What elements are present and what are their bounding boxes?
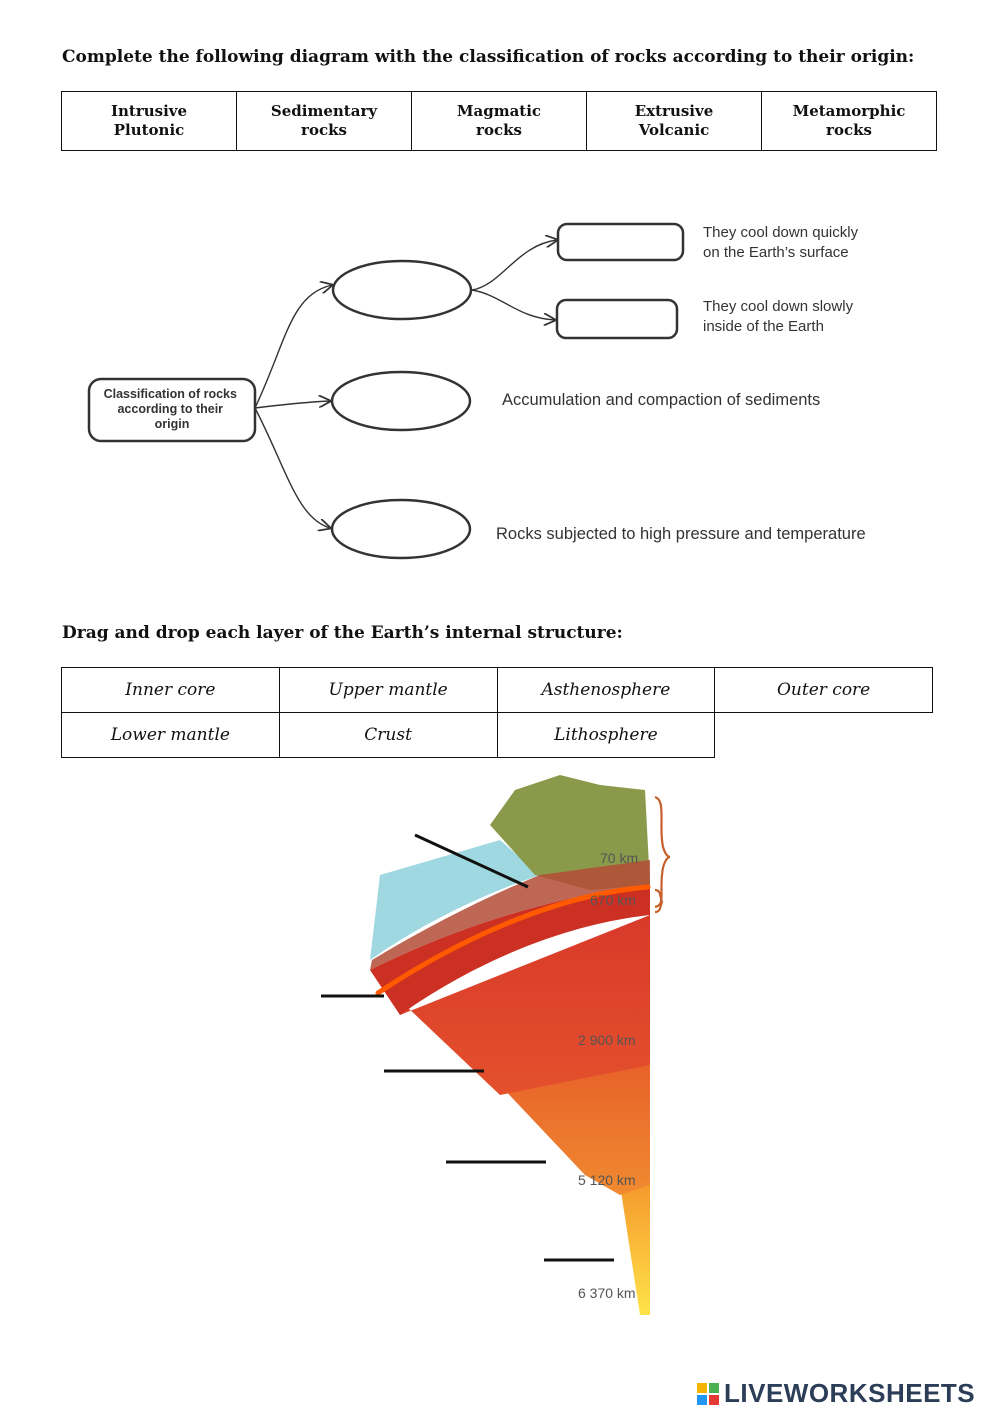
layers-question-heading: Drag and drop each layer of the Earth’s internal structure: bbox=[62, 623, 623, 643]
rock-option-sedimentary[interactable]: Sedimentary rocks bbox=[237, 92, 412, 151]
svg-text:They cool down quickly on bbox=[703, 224, 862, 261]
earth-structure-diagram bbox=[300, 765, 720, 1325]
logo-wordmark: LIVEWORKSHEETS bbox=[724, 1378, 976, 1408]
depth-6370: 6 370 km bbox=[578, 1285, 636, 1301]
desc-extrusive-line1: They cool down quickly bbox=[703, 224, 859, 241]
depth-5120: 5 120 km bbox=[578, 1172, 636, 1188]
layer-option-lithosphere[interactable]: Lithosphere bbox=[497, 713, 715, 758]
desc-intrusive-line2: inside of the Earth bbox=[703, 318, 824, 335]
drop-target-intrusive[interactable] bbox=[557, 300, 677, 338]
layer-option-asthenosphere[interactable]: Asthenosphere bbox=[497, 668, 715, 713]
drop-target-extrusive[interactable] bbox=[558, 224, 683, 260]
desc-intrusive-line1: They cool down slowly bbox=[703, 298, 854, 315]
connector-root-metamorphic bbox=[255, 408, 330, 528]
empty-cell bbox=[715, 713, 933, 758]
desc-sedimentary: Accumulation and compaction of sediments bbox=[502, 391, 821, 409]
layer-option-inner-core[interactable]: Inner core bbox=[62, 668, 280, 713]
drop-target-metamorphic[interactable] bbox=[332, 500, 470, 558]
connector-root-sedimentary bbox=[255, 401, 330, 408]
root-label-line1: Classification of rocks bbox=[103, 387, 237, 401]
connector-magmatic-extrusive bbox=[472, 240, 557, 290]
desc-metamorphic: Rocks subjected to high pressure and temperature bbox=[496, 525, 866, 543]
svg-text:They cool down slowly insi bbox=[703, 298, 857, 335]
layer-option-upper-mantle[interactable]: Upper mantle bbox=[279, 668, 497, 713]
drop-target-magmatic[interactable] bbox=[333, 261, 471, 319]
logo-icon bbox=[696, 1382, 720, 1406]
layer-option-lower-mantle[interactable]: Lower mantle bbox=[62, 713, 280, 758]
layer-options-bank bbox=[61, 667, 933, 758]
rock-options-bank bbox=[61, 91, 937, 151]
depth-70: 70 km bbox=[600, 850, 639, 866]
depth-2900: 2 900 km bbox=[578, 1032, 636, 1048]
connector-magmatic-intrusive bbox=[472, 290, 555, 320]
drop-target-sedimentary[interactable] bbox=[332, 372, 470, 430]
root-label-line3: origin bbox=[154, 417, 190, 431]
rock-option-intrusive[interactable]: Intrusive Plutonic bbox=[62, 92, 237, 151]
desc-extrusive-line2: on the Earth’s surface bbox=[703, 244, 849, 261]
rock-option-magmatic[interactable]: Magmatic rocks bbox=[412, 92, 587, 151]
connector-root-magmatic bbox=[255, 285, 332, 408]
depth-670: 670 km bbox=[590, 892, 636, 908]
rock-option-extrusive[interactable]: Extrusive Volcanic bbox=[587, 92, 762, 151]
layer-option-outer-core[interactable]: Outer core bbox=[715, 668, 933, 713]
rock-classification-diagram bbox=[62, 190, 962, 585]
rock-question-heading: Complete the following diagram with the classification of rocks according to their origin: bbox=[62, 47, 915, 67]
root-label-line2: according to their bbox=[117, 402, 224, 416]
layer-option-crust[interactable]: Crust bbox=[279, 713, 497, 758]
rock-option-metamorphic[interactable]: Metamorphic rocks bbox=[762, 92, 937, 151]
